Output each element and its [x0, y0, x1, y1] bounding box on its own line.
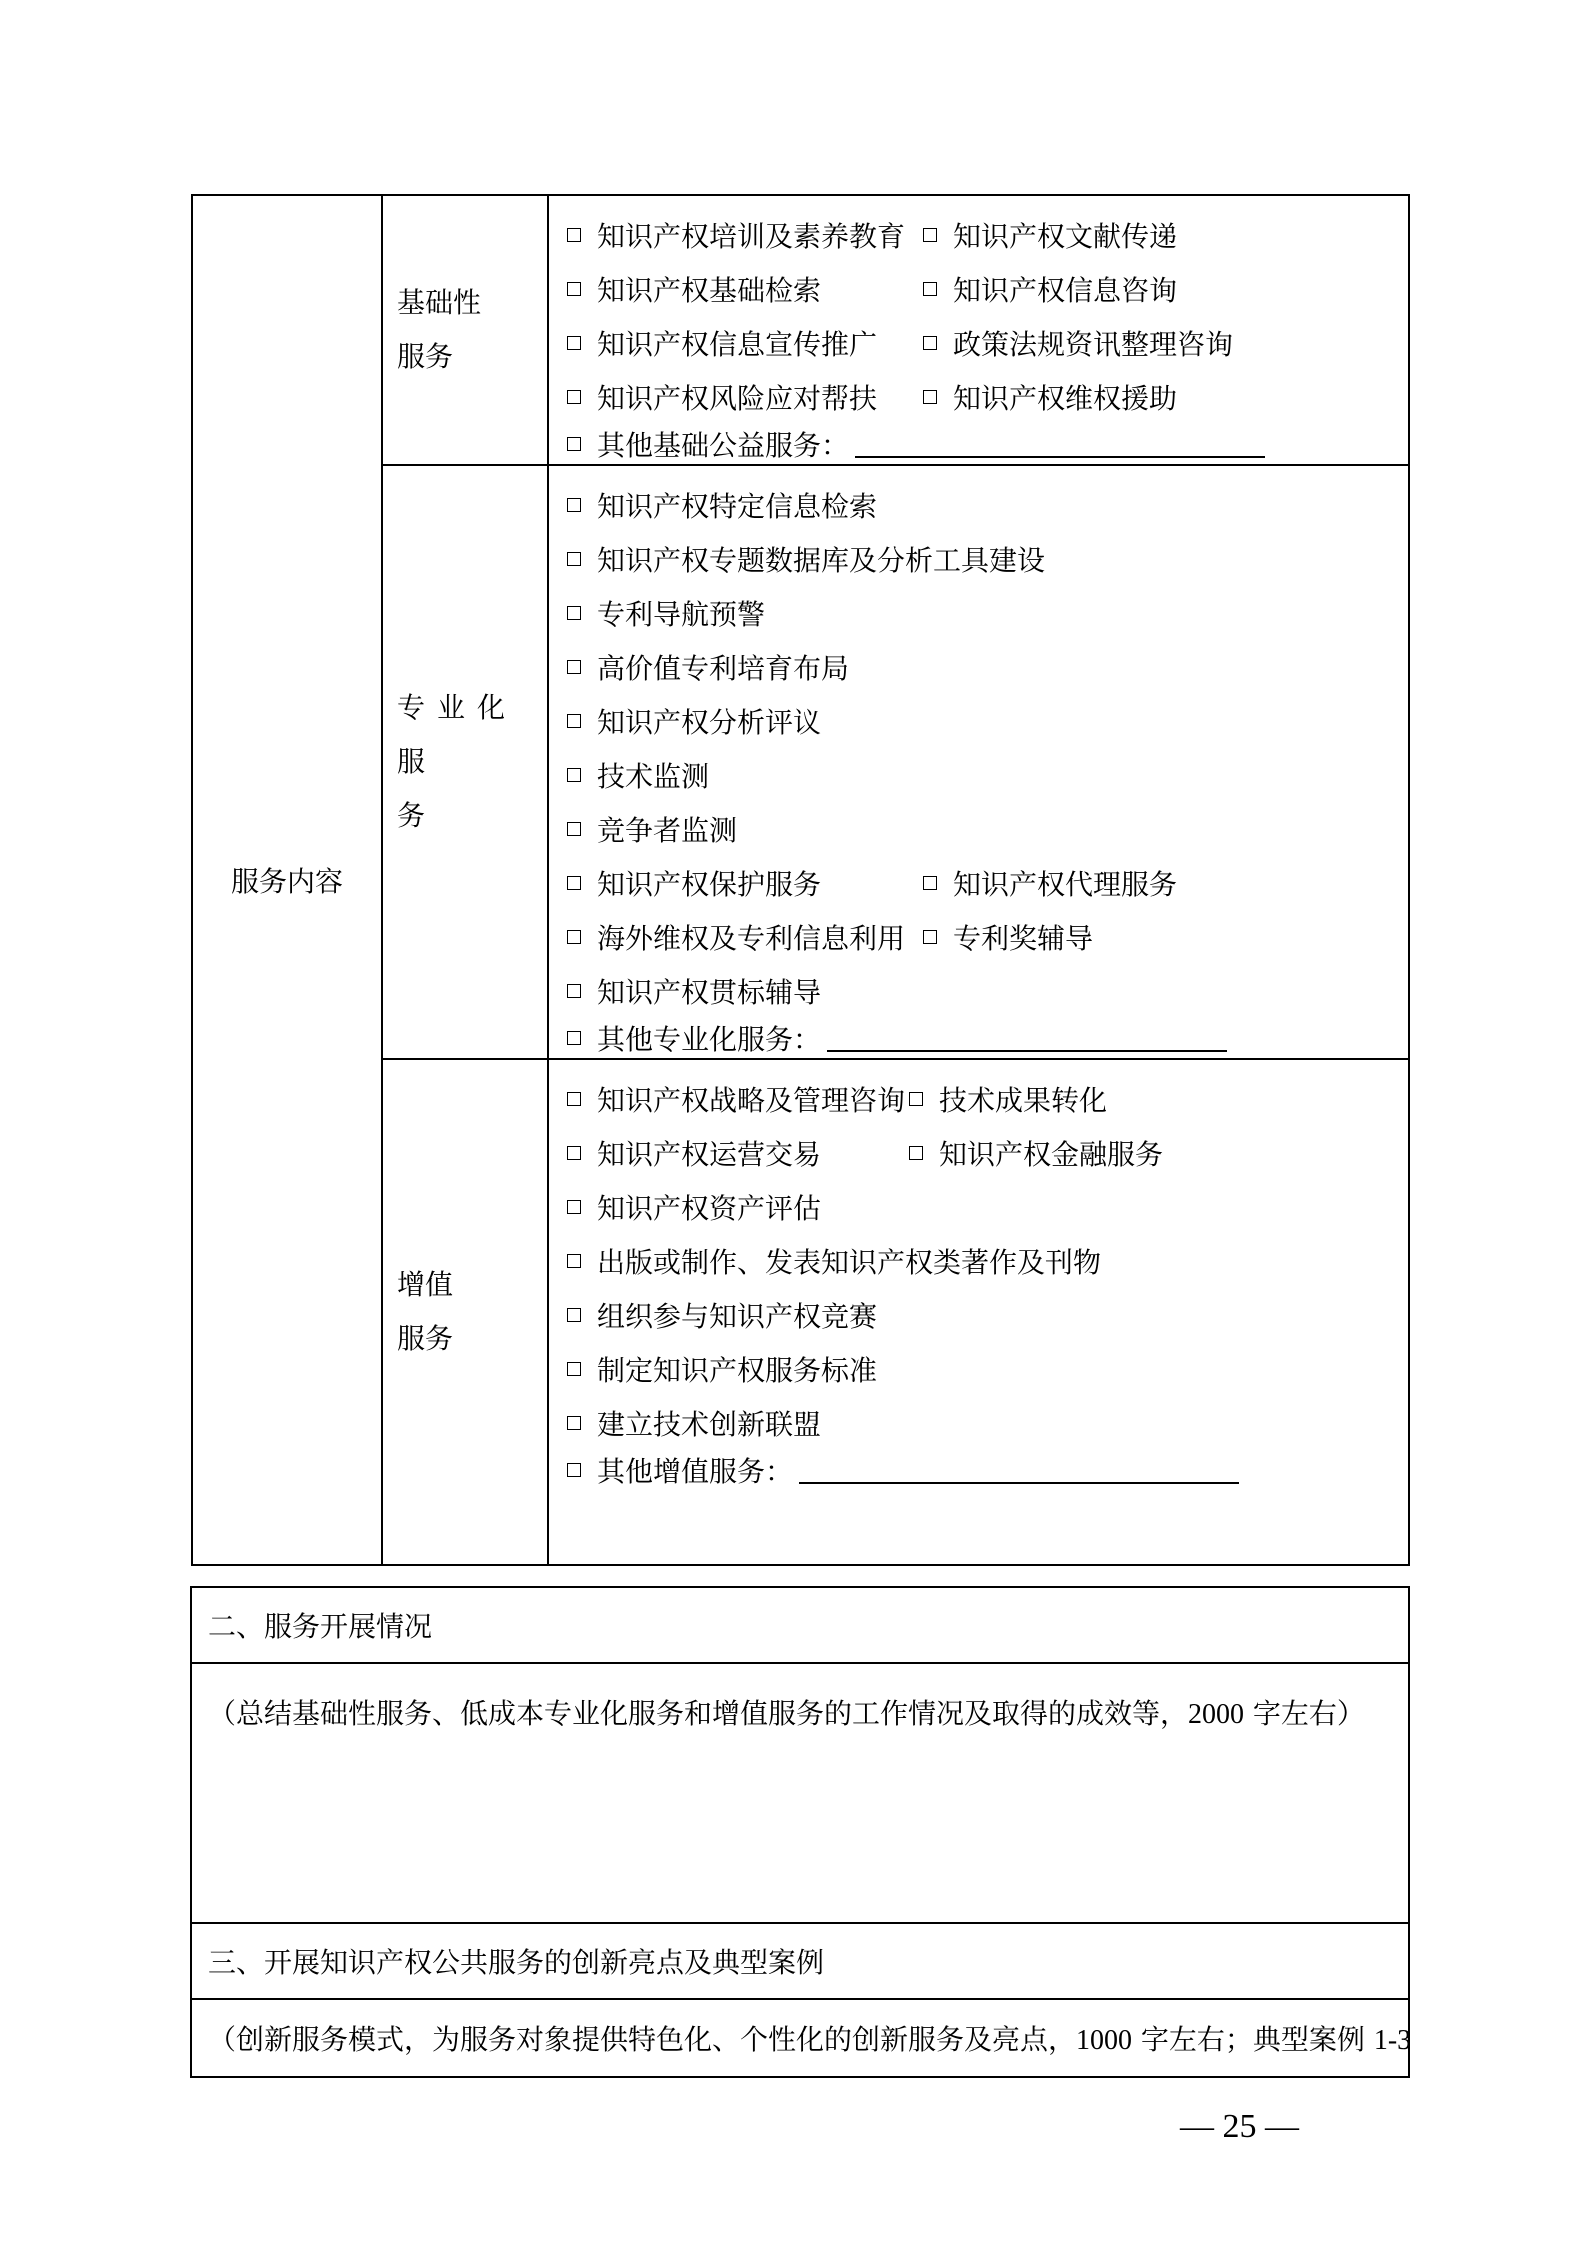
checkbox-icon	[567, 1308, 581, 1322]
checkbox-option[interactable]: 技术成果转化	[909, 1079, 1107, 1119]
checkbox-option[interactable]: 知识产权代理服务	[923, 863, 1177, 903]
checkbox-option[interactable]: 知识产权信息宣传推广	[567, 323, 923, 363]
option-row	[567, 640, 1408, 694]
value-added-service-label: 增值 服务	[382, 1059, 548, 1565]
checkbox-icon	[923, 876, 937, 890]
checkbox-icon	[923, 390, 937, 404]
checkbox-option[interactable]: 竞争者监测	[567, 809, 737, 849]
option-row	[567, 694, 1408, 748]
checkbox-option[interactable]: 知识产权资产评估	[567, 1187, 821, 1227]
checkbox-icon	[567, 228, 581, 242]
value-added-service-options	[548, 1059, 1409, 1565]
checkbox-icon	[923, 336, 937, 350]
option-row	[567, 964, 1408, 1018]
checkbox-icon	[567, 336, 581, 350]
checkbox-option[interactable]: 技术监测	[567, 755, 709, 795]
service-content-table	[191, 194, 1410, 1566]
checkbox-option[interactable]: 知识产权培训及素养教育	[567, 215, 923, 255]
option-row	[567, 478, 1408, 532]
checkbox-icon	[567, 552, 581, 566]
other-professional-option[interactable]: 其他专业化服务：	[567, 1018, 821, 1058]
page-number: — 25 —	[1180, 2108, 1299, 2145]
checkbox-icon	[567, 660, 581, 674]
checkbox-icon	[567, 1463, 581, 1477]
option-row	[567, 424, 1408, 464]
checkbox-option[interactable]: 知识产权战略及管理咨询	[567, 1079, 909, 1119]
option-row	[567, 532, 1408, 586]
checkbox-option[interactable]: 知识产权维权援助	[923, 377, 1177, 417]
checkbox-icon	[923, 930, 937, 944]
checkbox-icon	[567, 984, 581, 998]
checkbox-icon	[567, 876, 581, 890]
checkbox-icon	[567, 1146, 581, 1160]
section2-field[interactable]	[191, 1663, 1409, 1923]
checkbox-option[interactable]: 知识产权分析评议	[567, 701, 821, 741]
checkbox-option[interactable]: 组织参与知识产权竞赛	[567, 1295, 877, 1335]
checkbox-icon	[567, 606, 581, 620]
checkbox-icon	[567, 768, 581, 782]
checkbox-option[interactable]: 海外维权及专利信息利用	[567, 917, 923, 957]
checkbox-icon	[567, 1254, 581, 1268]
checkbox-icon	[567, 1031, 581, 1045]
other-value-added-option[interactable]: 其他增值服务：	[567, 1450, 793, 1490]
checkbox-icon	[567, 930, 581, 944]
section3-description: （创新服务模式，为服务对象提供特色化、个性化的创新服务及亮点，1000 字左右；典型案例 1-3	[208, 2023, 1412, 2056]
checkbox-option[interactable]: 知识产权专题数据库及分析工具建设	[567, 539, 1045, 579]
option-row	[567, 1018, 1408, 1058]
option-row	[567, 856, 1408, 910]
checkbox-icon	[567, 1362, 581, 1376]
option-row	[567, 262, 1408, 316]
checkbox-icon	[923, 228, 937, 242]
option-row	[567, 586, 1408, 640]
option-row	[567, 316, 1408, 370]
checkbox-option[interactable]: 建立技术创新联盟	[567, 1403, 821, 1443]
section2-title: 二、服务开展情况	[191, 1587, 1409, 1663]
checkbox-option[interactable]: 制定知识产权服务标准	[567, 1349, 877, 1389]
professional-service-options	[548, 465, 1409, 1059]
service-content-label: 服务内容	[192, 195, 382, 1565]
checkbox-icon	[567, 822, 581, 836]
checkbox-option[interactable]: 高价值专利培育布局	[567, 647, 849, 687]
checkbox-icon	[909, 1146, 923, 1160]
section2-description: （总结基础性服务、低成本专业化服务和增值服务的工作情况及取得的成效等，2000 字左右）	[208, 1697, 1365, 1730]
option-row	[567, 910, 1408, 964]
checkbox-option[interactable]: 知识产权信息咨询	[923, 269, 1177, 309]
checkbox-icon	[567, 498, 581, 512]
option-row	[567, 1450, 1408, 1490]
option-row	[567, 208, 1408, 262]
checkbox-icon	[567, 1416, 581, 1430]
checkbox-icon	[567, 390, 581, 404]
checkbox-option[interactable]: 知识产权运营交易	[567, 1133, 909, 1173]
checkbox-option[interactable]: 知识产权金融服务	[909, 1133, 1163, 1173]
option-row	[567, 748, 1408, 802]
checkbox-icon	[909, 1092, 923, 1106]
option-row	[567, 1396, 1408, 1450]
basic-service-label: 基础性 服务	[382, 195, 548, 465]
option-row	[567, 370, 1408, 424]
option-row	[567, 1180, 1408, 1234]
option-row	[567, 1072, 1408, 1126]
summary-sections-table	[190, 1586, 1410, 2078]
checkbox-option[interactable]: 知识产权文献传递	[923, 215, 1177, 255]
checkbox-option[interactable]: 出版或制作、发表知识产权类著作及刊物	[567, 1241, 1101, 1281]
checkbox-icon	[567, 714, 581, 728]
checkbox-option[interactable]: 知识产权保护服务	[567, 863, 923, 903]
option-row	[567, 802, 1408, 856]
option-row	[567, 1342, 1408, 1396]
checkbox-icon	[567, 437, 581, 451]
checkbox-option[interactable]: 知识产权基础检索	[567, 269, 923, 309]
checkbox-option[interactable]: 专利导航预警	[567, 593, 765, 633]
section3-title: 三、开展知识产权公共服务的创新亮点及典型案例	[191, 1923, 1409, 1999]
checkbox-icon	[567, 1200, 581, 1214]
option-row	[567, 1234, 1408, 1288]
checkbox-option[interactable]: 专利奖辅导	[923, 917, 1093, 957]
checkbox-icon	[567, 282, 581, 296]
checkbox-icon	[567, 1092, 581, 1106]
checkbox-option[interactable]: 知识产权特定信息检索	[567, 485, 877, 525]
option-row	[567, 1288, 1408, 1342]
other-basic-option[interactable]: 其他基础公益服务：	[567, 424, 849, 464]
checkbox-option[interactable]: 政策法规资讯整理咨询	[923, 323, 1233, 363]
checkbox-option[interactable]: 知识产权风险应对帮扶	[567, 377, 923, 417]
option-row	[567, 1126, 1408, 1180]
section3-field[interactable]	[191, 1999, 1412, 2077]
checkbox-option[interactable]: 知识产权贯标辅导	[567, 971, 821, 1011]
professional-service-label: 专业化服 务	[382, 465, 548, 1059]
basic-service-options	[548, 195, 1409, 465]
fill-in-blank[interactable]	[799, 1456, 1239, 1484]
fill-in-blank[interactable]	[855, 430, 1265, 458]
checkbox-icon	[923, 282, 937, 296]
fill-in-blank[interactable]	[827, 1024, 1227, 1052]
